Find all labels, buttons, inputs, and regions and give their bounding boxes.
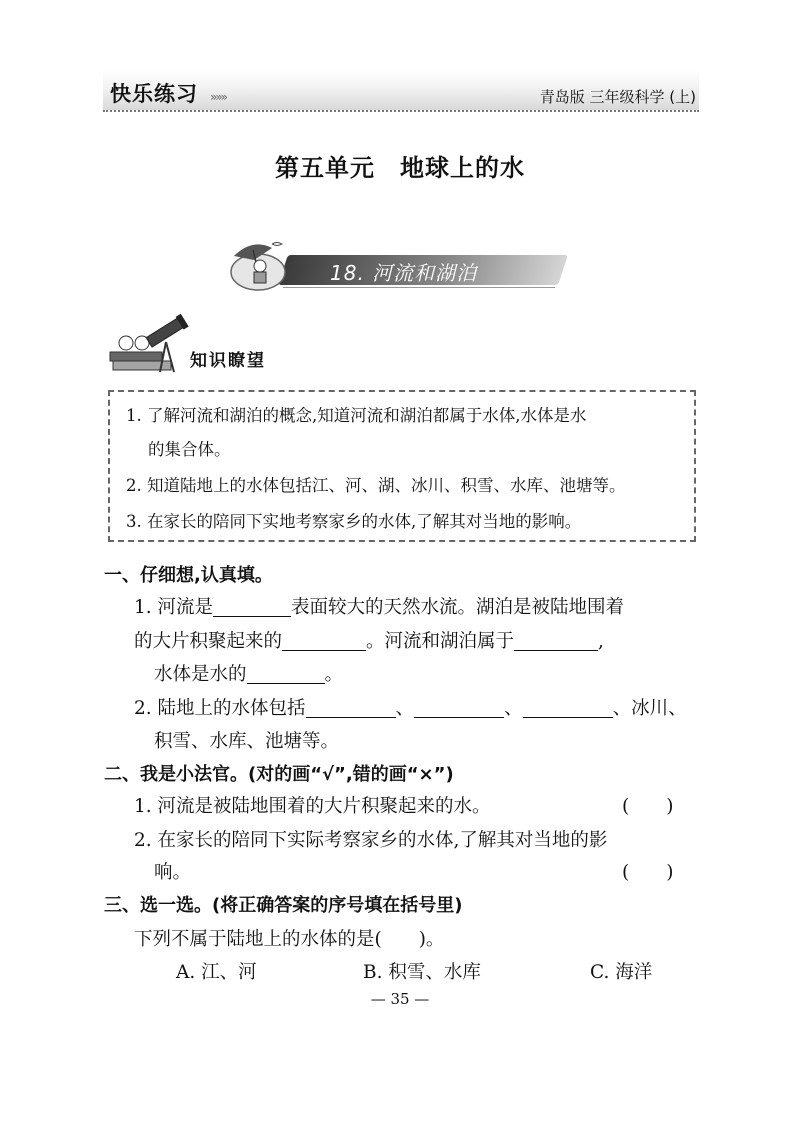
- s1-q1-blank4[interactable]: [247, 663, 325, 684]
- s1-q1-c: 的大片积聚起来的: [134, 631, 283, 652]
- book-info: 青岛版 三年级科学 (上): [539, 88, 696, 106]
- s1-q1-line2: [134, 627, 604, 653]
- s3-option-a[interactable]: A. 江、河: [176, 962, 257, 983]
- s1-q2-blank1[interactable]: [306, 697, 396, 718]
- s1-q2-blank2[interactable]: [414, 697, 504, 718]
- lesson-title: 18. 河流和湖泊: [330, 261, 478, 285]
- s2-q2-line1: 2. 在家长的陪同下实际考察家乡的水体,了解其对当地的影: [134, 830, 608, 851]
- s1-q1-blank1[interactable]: [213, 596, 291, 617]
- section2-heading: 二、我是小法官。(对的画“√”,错的画“×”): [104, 764, 454, 785]
- knowledge-item-3: 3. 在家长的陪同下实地考察家乡的水体,了解其对当地的影响。: [126, 512, 582, 531]
- s1-q1-g: 。: [324, 664, 344, 685]
- s3-question: 下列不属于陆地上的水体的是( )。: [134, 929, 445, 950]
- page-number: — 35 —: [370, 990, 430, 1008]
- s1-q1-line1: [134, 593, 624, 619]
- s1-q2-line2: 积雪、水库、池塘等。: [154, 731, 340, 752]
- s1-q2-sep1: 、: [395, 698, 415, 719]
- s1-q1-f: 水体是水的: [154, 664, 247, 685]
- lesson-underline: [283, 287, 555, 288]
- knowledge-title: 知识瞭望: [190, 351, 266, 371]
- s1-q1-b: 表面较大的天然水流。湖泊是被陆地围着: [291, 597, 625, 618]
- knowledge-item-2: 2. 知道陆地上的水体包括江、河、湖、冰川、积雪、水库、池塘等。: [126, 476, 626, 495]
- s1-q1-a: 1. 河流是: [134, 597, 214, 618]
- s3-option-c[interactable]: C. 海洋: [590, 962, 653, 983]
- s1-q2-sep2: 、: [504, 698, 523, 719]
- s2-q2-answer-paren[interactable]: ( ): [622, 862, 674, 883]
- s1-q1-blank3[interactable]: [514, 630, 598, 651]
- s1-q1-blank2[interactable]: [282, 630, 366, 651]
- s1-q2-line1: [134, 694, 687, 720]
- s1-q1-e: ,: [598, 631, 604, 652]
- knowledge-item-1: 1. 了解河流和湖泊的概念,知道河流和湖泊都属于水体,水体是水: [126, 406, 587, 425]
- s1-q1-line3: [154, 660, 343, 686]
- header-divider: [103, 110, 699, 112]
- telescope-books-icon: [108, 312, 192, 374]
- s1-q2-a: 2. 陆地上的水体包括: [134, 698, 306, 719]
- s1-q1-d: 。河流和湖泊属于: [366, 631, 515, 652]
- knowledge-item-1-cont: 的集合体。: [148, 440, 231, 459]
- chevron-decoration: »»»: [210, 90, 227, 104]
- s1-q2-c: 、冰川、: [612, 698, 687, 719]
- section3-heading: 三、选一选。(将正确答案的序号填在括号里): [104, 895, 463, 916]
- s2-q1: 1. 河流是被陆地围着的大片积聚起来的水。: [134, 796, 491, 817]
- section1-heading: 一、仔细想,认真填。: [104, 565, 273, 586]
- series-title: 快乐练习: [110, 82, 198, 106]
- s3-option-b[interactable]: B. 积雪、水库: [363, 962, 481, 983]
- s1-q2-blank3[interactable]: [523, 697, 613, 718]
- student-umbrella-icon: [228, 236, 290, 294]
- s2-q1-answer-paren[interactable]: ( ): [622, 796, 674, 817]
- s2-q2-line2: 响。: [154, 862, 192, 883]
- unit-title: 第五单元 地球上的水: [275, 154, 525, 182]
